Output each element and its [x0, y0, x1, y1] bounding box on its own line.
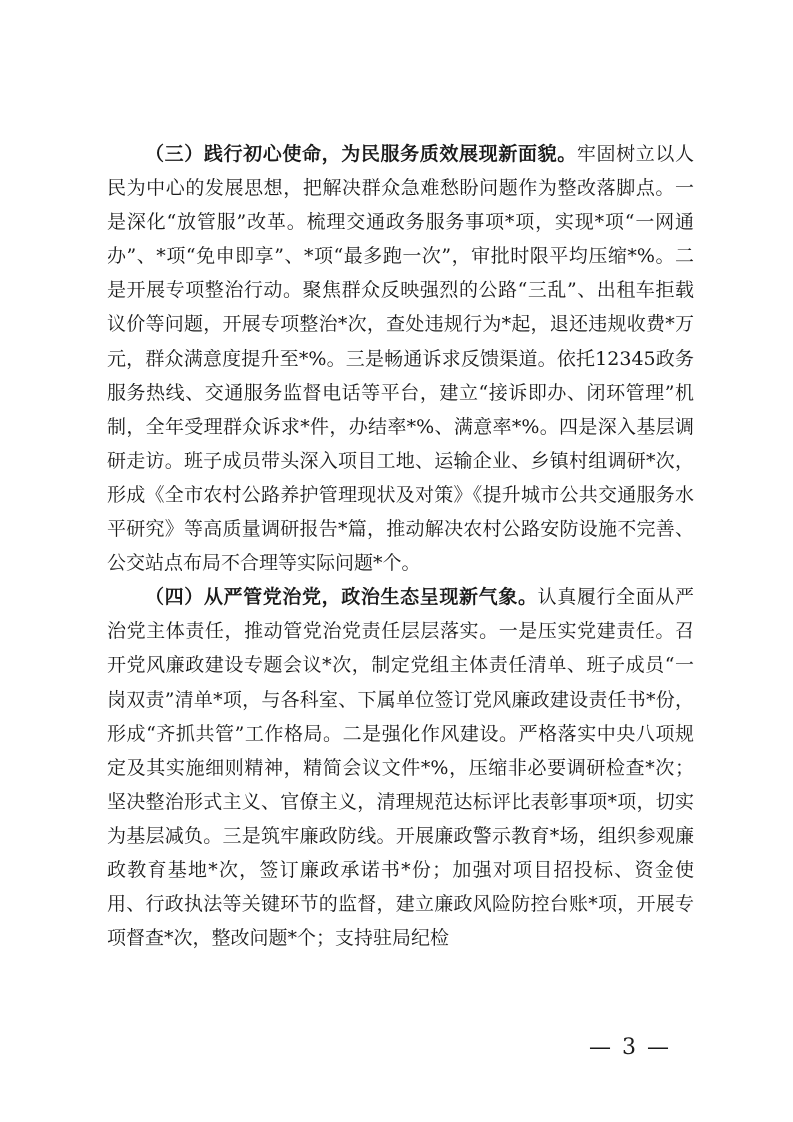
paragraph-section-4: [107, 580, 694, 955]
page-number: 3: [622, 1035, 638, 1060]
section-3-heading: （三）践行初心使命，为民服务质效展现新面貌。: [145, 143, 577, 165]
paragraph-section-3: [107, 137, 694, 580]
footer-dash-left: —: [589, 1035, 613, 1060]
section-4-heading: （四）从严管党治党，政治生态呈现新气象。: [145, 586, 538, 609]
section-3-body: 牢固树立以人民为中心的发展思想，把解决群众急难愁盼问题作为整改落脚点。一是深化“放管服”改革。梳理交通政务服务事项*项，实现*项“一网通办”、*项“免申即享”、*项“最多跑一次”，审批时限平均压缩*%。二是开展专项整治行动。聚焦群众反映强烈的公路“三乱”、出租车拒载议价等问题，开展专项整治*次，查处违规行为*起，退还违规收费*万元，群众满意度提升至*%。三是畅通诉求反馈渠道。依托12345政务服务热线、交通服务监督电话等平台，建立“接诉即办、闭环管理”机制，全年受理群众诉求*件，办结率*%、满意率*%。四是深入基层调研走访。班子成员带头深入项目工地、运输企业、乡镇村组调研*次，形成《全市农村公路养护管理现状及对策》《提升城市公共交通服务水平研究》等高质量调研报告*篇，推动解决农村公路安防设施不完善、公交站点布局不合理等实际问题*个。: [107, 143, 694, 575]
page-number-footer: [589, 1035, 671, 1060]
document-body: [107, 137, 694, 955]
footer-dash-right: —: [647, 1035, 671, 1060]
section-4-body: 认真履行全面从严治党主体责任，推动管党治党责任层层落实。一是压实党建责任。召开党风廉政建设专题会议*次，制定党组主体责任清单、班子成员“一岗双责”清单*项，与各科室、下属单位签订党风廉政建设责任书*份，形成“齐抓共管”工作格局。二是强化作风建设。严格落实中央八项规定及其实施细则精神，精简会议文件*%，压缩非必要调研检查*次；坚决整治形式主义、官僚主义，清理规范达标评比表彰事项*项，切实为基层减负。三是筑牢廉政防线。开展廉政警示教育*场，组织参观廉政教育基地*次，签订廉政承诺书*份；加强对项目招投标、资金使用、行政执法等关键环节的监督，建立廉政风险防控台账*项，开展专项督查*次，整改问题*个；支持驻局纪检: [107, 586, 694, 950]
